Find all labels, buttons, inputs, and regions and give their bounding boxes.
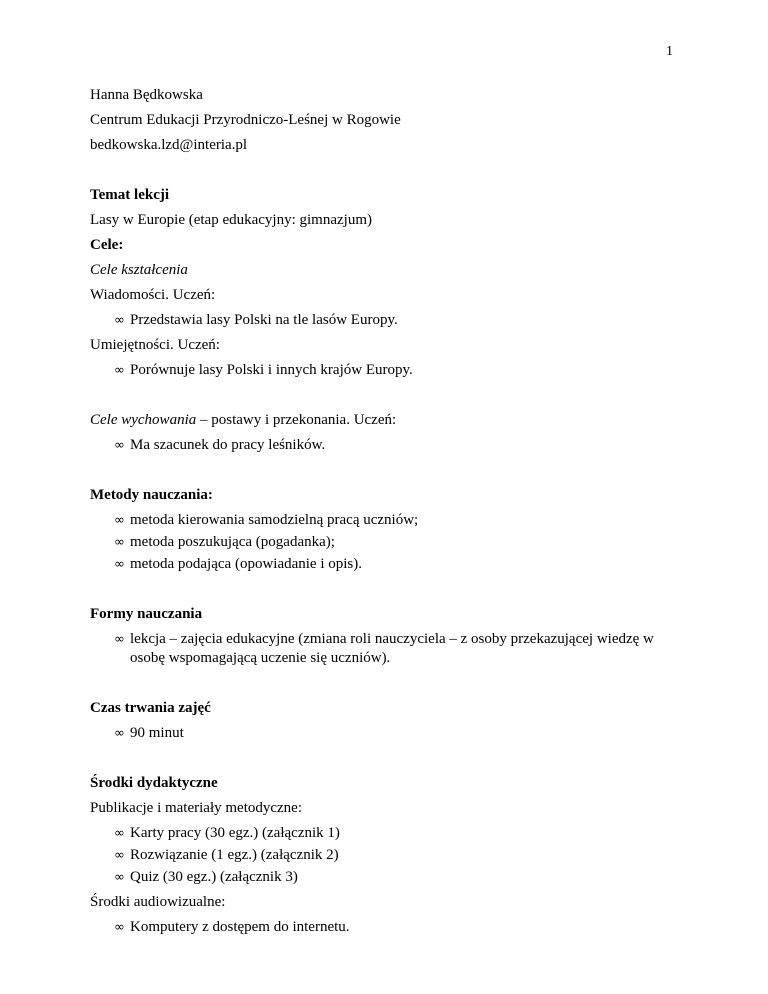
bullet-icon: ∞ xyxy=(114,313,125,328)
bullet-icon: ∞ xyxy=(114,535,125,550)
author-name: Hanna Będkowska xyxy=(90,87,203,103)
list-item: ∞ Rozwiązanie (1 egz.) (załącznik 2) xyxy=(114,847,339,863)
bullet-icon: ∞ xyxy=(114,363,125,378)
publications-label: Publikacje i materiały metodyczne: xyxy=(90,800,303,816)
list-item: ∞ metoda podająca (opowiadanie i opis). xyxy=(114,556,363,572)
author-institution: Centrum Edukacji Przyrodniczo-Leśnej w Rogowie xyxy=(90,112,401,128)
methods-heading: Metody nauczania: xyxy=(90,487,213,503)
means-heading: Środki dydaktyczne xyxy=(90,775,218,791)
list-item: ∞ Ma szacunek do pracy leśników. xyxy=(114,437,326,453)
topic-text: Lasy w Europie (etap edukacyjny: gimnazjum) xyxy=(90,212,372,228)
list-item: ∞ Porównuje lasy Polski i innych krajów Europy. xyxy=(114,362,413,378)
bullet-icon: ∞ xyxy=(114,920,125,935)
list-item: ∞ Komputery z dostępem do internetu. xyxy=(114,919,350,935)
bullet-icon: ∞ xyxy=(114,726,125,741)
list-item: ∞ Quiz (30 egz.) (załącznik 3) xyxy=(114,869,298,885)
list-item: ∞ metoda poszukująca (pogadanka); xyxy=(114,534,335,550)
document-body xyxy=(90,83,680,940)
page-number: 1 xyxy=(666,44,673,59)
duration-heading: Czas trwania zajęć xyxy=(90,700,211,716)
topic-heading: Temat lekcji xyxy=(90,187,170,203)
bullet-icon: ∞ xyxy=(114,848,125,863)
list-item: ∞ metoda kierowania samodzielną pracą uczniów; xyxy=(114,512,419,528)
goals-heading: Cele: xyxy=(90,237,124,253)
list-item: ∞ Karty pracy (30 egz.) (załącznik 1) xyxy=(114,825,340,841)
bullet-icon: ∞ xyxy=(114,826,125,841)
list-item: ∞ lekcja – zajęcia edukacyjne (zmiana roli nauczyciela – z osoby przekazującej wiedzę w osobę wspomagającą uczenie się uczniów). xyxy=(114,631,654,666)
knowledge-label: Wiadomości. Uczeń: xyxy=(90,287,216,303)
upbringing-goals: Cele wychowania – postawy i przekonania. Uczeń: xyxy=(90,412,397,428)
skills-label: Umiejętności. Uczeń: xyxy=(90,337,220,353)
bullet-icon: ∞ xyxy=(114,632,125,647)
forms-heading: Formy nauczania xyxy=(90,606,203,622)
list-item: ∞ 90 minut xyxy=(114,725,184,741)
av-label: Środki audiowizualne: xyxy=(90,894,226,910)
bullet-icon: ∞ xyxy=(114,438,125,453)
bullet-icon: ∞ xyxy=(114,557,125,572)
bullet-icon: ∞ xyxy=(114,870,125,885)
list-item: ∞ Przedstawia lasy Polski na tle lasów Europy. xyxy=(114,312,398,328)
education-goals-heading: Cele kształcenia xyxy=(90,262,188,278)
bullet-icon: ∞ xyxy=(114,513,125,528)
author-email: bedkowska.lzd@interia.pl xyxy=(90,137,248,153)
